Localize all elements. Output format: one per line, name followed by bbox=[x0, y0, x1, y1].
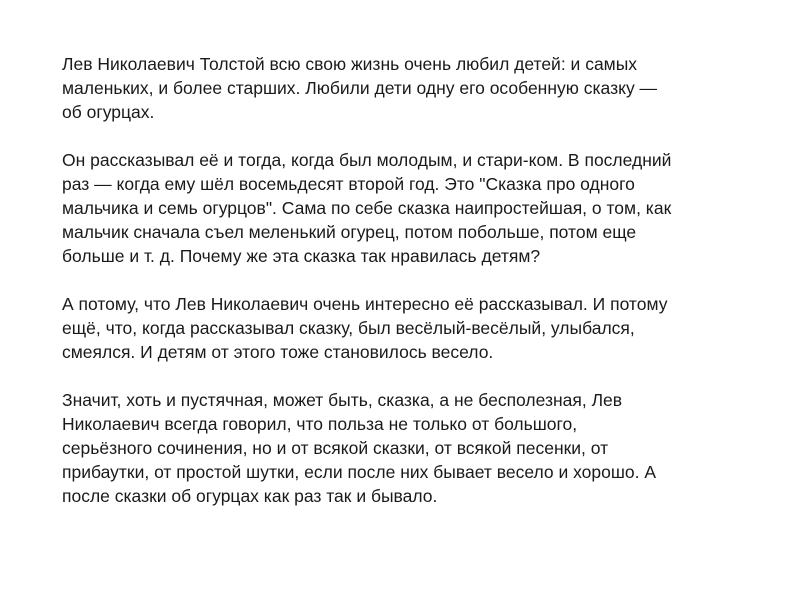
text-line: А потому, что Лев Николаевич очень интересно её рассказывал. И потому bbox=[62, 294, 668, 314]
text-line: Он рассказывал её и тогда, когда был молодым, и стари-ком. В последний bbox=[62, 150, 672, 170]
text-line: Значит, хоть и пустячная, может быть, сказка, а не бесполезная, Лев bbox=[62, 390, 623, 410]
text-line: больше и т. д. Почему же эта сказка так нравилась детям? bbox=[62, 246, 541, 266]
text-line: Лев Николаевич Толстой всю свою жизнь очень любил детей: и самых bbox=[62, 54, 638, 74]
paragraph-2 bbox=[62, 148, 752, 268]
text-line: серьёзного сочинения, но и от всякой сказки, от всякой песенки, от bbox=[62, 438, 609, 458]
text-line: ещё, что, когда рассказывал сказку, был весёлый-весёлый, улыбался, bbox=[62, 318, 635, 338]
text-line: после сказки об огурцах как раз так и бывало. bbox=[62, 486, 438, 506]
text-line: раз — когда ему шёл восемьдесят второй год. Это "Сказка про одного bbox=[62, 174, 635, 194]
text-line: мальчика и семь огурцов". Сама по себе сказка наипростейшая, о том, как bbox=[62, 198, 672, 218]
text-line: маленьких, и более старших. Любили дети одну его особенную сказку — bbox=[62, 78, 658, 98]
paragraph-1 bbox=[62, 52, 752, 124]
text-line: смеялся. И детям от этого тоже становилось весело. bbox=[62, 342, 494, 362]
text-line: прибаутки, от простой шутки, если после них бывает весело и хорошо. А bbox=[62, 462, 657, 482]
document-text bbox=[62, 52, 752, 532]
text-line: мальчик сначала съел меленький огурец, потом побольше, потом еще bbox=[62, 222, 637, 242]
paragraph-4 bbox=[62, 388, 752, 508]
paragraph-3 bbox=[62, 292, 752, 364]
text-line: об огурцах. bbox=[62, 102, 155, 122]
text-line: Николаевич всегда говорил, что польза не только от большого, bbox=[62, 414, 578, 434]
